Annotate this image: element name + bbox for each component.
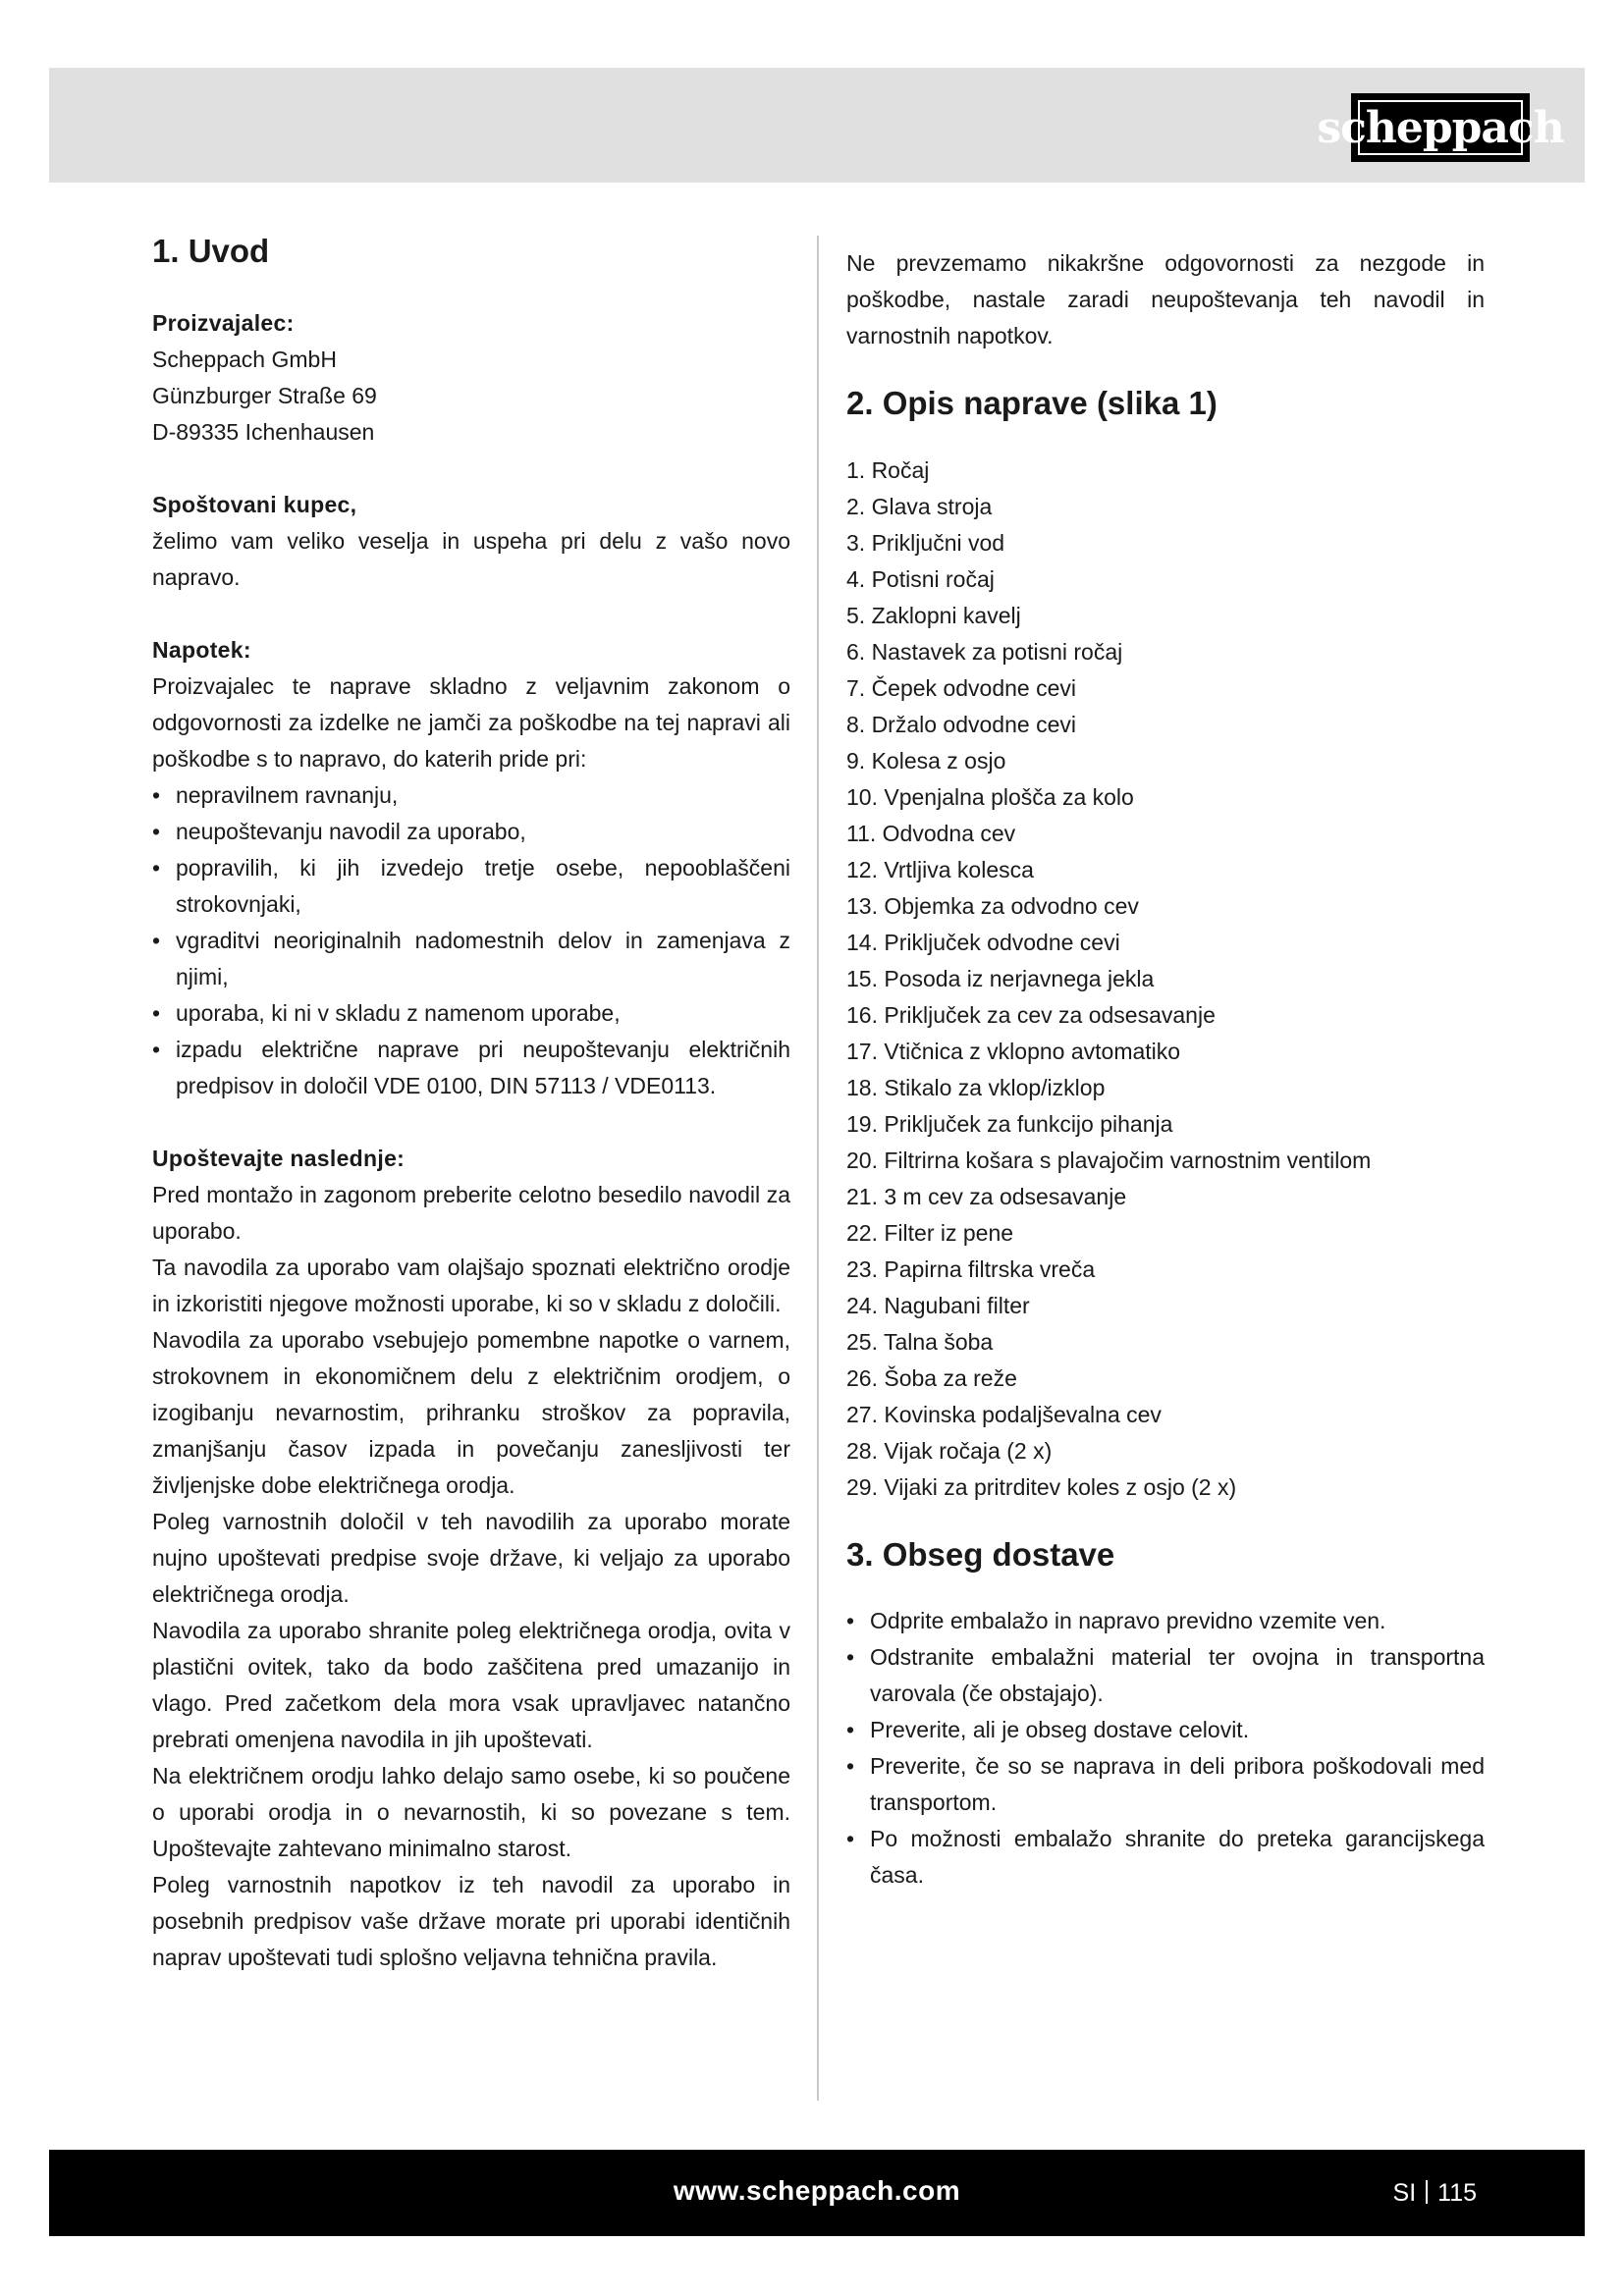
- list-item: 17. Vtičnica z vklopno avtomatiko: [846, 1038, 1181, 1064]
- section-title-intro: 1. Uvod: [152, 233, 270, 269]
- list-item: 13. Objemka za odvodno cev: [846, 892, 1139, 919]
- list-item: 15. Posoda iz nerjavnega jekla: [846, 965, 1155, 991]
- note-bullet-list: [152, 777, 790, 1104]
- customer-heading: Spoštovani kupec,: [152, 491, 357, 517]
- note-text: Proizvajalec te naprave skladno z veljavnim zakonom o odgovornosti za izdelke ne jamči za poškodbe na tej napravi ali poškodbe s to napravo, do katerih pride pri:: [152, 672, 790, 772]
- list-item: 1. Ročaj: [846, 456, 930, 483]
- parts-list: [846, 453, 1485, 1506]
- paragraph: Pred montažo in zagonom preberite celotno besedilo navodil za uporabo.: [152, 1181, 790, 1244]
- list-item: 29. Vijaki za pritrditev koles z osjo (2 x): [846, 1473, 1237, 1500]
- paragraph: Na električnem orodju lahko delajo samo osebe, ki so poučene o uporabi orodja in o nevarnostih, ki so povezane s tem. Upoštevajte zahtevano minimalno starost.: [152, 1762, 790, 1861]
- separator: [1426, 2180, 1428, 2204]
- right-column: [846, 245, 1485, 1894]
- list-item: 28. Vijak ročaja (2 x): [846, 1437, 1053, 1464]
- section-title-description: 2. Opis naprave (slika 1): [846, 385, 1218, 421]
- liability-text: Ne prevzemamo nikakršne odgovornosti za nezgode in poškodbe, nastale zaradi neupoštevanja teh navodil in varnostnih napotkov.: [846, 250, 1485, 348]
- list-item: 8. Držalo odvodne cevi: [846, 711, 1076, 737]
- paragraph: Navodila za uporabo shranite poleg električnega orodja, ovita v plastični ovitek, tako da bodo zaščitena pred umazanijo in vlago. Pred začetkom dela mora vsak upravljavec natančno prebrati omenjena navodila in jih upoštevati.: [152, 1617, 790, 1752]
- section-title-delivery: 3. Obseg dostave: [846, 1535, 1115, 1573]
- list-item: 16. Priključek za cev za odsesavanje: [846, 1001, 1216, 1028]
- manufacturer-line: Scheppach GmbH: [152, 346, 337, 372]
- manufacturer-line: D-89335 Ichenhausen: [152, 418, 375, 445]
- list-item: 23. Papirna filtrska vreča: [846, 1255, 1096, 1282]
- column-divider: [817, 236, 819, 2101]
- list-item: 20. Filtrirna košara s plavajočim varnostnim ventilom: [846, 1147, 1372, 1173]
- list-item: • popravilih, ki jih izvedejo tretje osebe, nepooblaščeni strokovnjaki,: [152, 850, 790, 923]
- list-item: • vgraditvi neoriginalnih nadomestnih delov in zamenjava z njimi,: [152, 923, 790, 995]
- paragraph: Poleg varnostnih določil v teh navodilih za uporabo morate nujno upoštevati predpise svoje države, ki veljajo za uporabo električnega orodja.: [152, 1508, 790, 1607]
- list-item: 4. Potisni ročaj: [846, 565, 995, 592]
- list-item: 22. Filter iz pene: [846, 1219, 1014, 1246]
- manufacturer-line: Günzburger Straße 69: [152, 382, 377, 408]
- page-number: [1393, 2179, 1477, 2208]
- scheppach-logo: scheppach: [1351, 93, 1530, 162]
- observe-heading: Upoštevajte naslednje:: [152, 1145, 406, 1171]
- list-item: 3. Priključni vod: [846, 529, 1005, 556]
- paragraph: Ta navodila za uporabo vam olajšajo spoznati električno orodje in izkoristiti njegove možnosti uporabe, ki so v skladu z določili.: [152, 1254, 790, 1316]
- delivery-bullet-list: [846, 1603, 1485, 1894]
- list-item: • Odprite embalažo in napravo previdno vzemite ven.: [846, 1603, 1485, 1639]
- list-item: 26. Šoba za reže: [846, 1364, 1017, 1391]
- list-item: 7. Čepek odvodne cevi: [846, 674, 1076, 701]
- note-heading: Napotek:: [152, 636, 251, 663]
- website-link[interactable]: www.scheppach.com: [673, 2175, 961, 2206]
- list-item: • nepravilnem ravnanju,: [152, 777, 790, 814]
- list-item: 2. Glava stroja: [846, 493, 993, 519]
- list-item: 24. Nagubani filter: [846, 1292, 1030, 1318]
- list-item: 10. Vpenjalna plošča za kolo: [846, 783, 1134, 810]
- list-item: • Preverite, ali je obseg dostave celovit.: [846, 1712, 1485, 1748]
- paragraph: Poleg varnostnih napotkov iz teh navodil za uporabo in posebnih predpisov vaše države morate pri uporabi identičnih naprav upoštevati tudi splošno veljavna tehnična pravila.: [152, 1871, 790, 1970]
- list-item: 27. Kovinska podaljševalna cev: [846, 1401, 1162, 1427]
- list-item: • izpadu električne naprave pri neupoštevanju električnih predpisov in določil VDE 0100, DIN 57113 / VDE0113.: [152, 1032, 790, 1104]
- list-item: • Po možnosti embalažo shranite do preteka garancijskega časa.: [846, 1821, 1485, 1894]
- customer-text: želimo vam veliko veselja in uspeha pri delu z vašo novo napravo.: [152, 527, 790, 590]
- list-item: 6. Nastavek za potisni ročaj: [846, 638, 1123, 665]
- list-item: 21. 3 m cev za odsesavanje: [846, 1183, 1127, 1209]
- list-item: 25. Talna šoba: [846, 1328, 994, 1355]
- left-column: [152, 232, 790, 1976]
- footer-band: [49, 2150, 1585, 2236]
- page-number-value: 115: [1437, 2179, 1477, 2207]
- list-item: • Odstranite embalažni material ter ovojna in transportna varovala (če obstajajo).: [846, 1639, 1485, 1712]
- list-item: • neupoštevanju navodil za uporabo,: [152, 814, 790, 850]
- list-item: 11. Odvodna cev: [846, 820, 1016, 846]
- list-item: • uporaba, ki ni v skladu z namenom uporabe,: [152, 995, 790, 1032]
- list-item: 5. Zaklopni kavelj: [846, 602, 1021, 628]
- manufacturer-heading: Proizvajalec:: [152, 309, 295, 336]
- list-item: 19. Priključek za funkcijo pihanja: [846, 1110, 1173, 1137]
- header-band: [49, 68, 1585, 183]
- list-item: 18. Stikalo za vklop/izklop: [846, 1074, 1106, 1100]
- paragraph: Navodila za uporabo vsebujejo pomembne napotke o varnem, strokovnem in ekonomičnem delu z električnim orodjem, o izogibanju nevarnostim, prihranku stroškov za popravila, zmanjšanju časov izpada in povečanju zanesljivosti ter življenjske dobe električnega orodja.: [152, 1326, 790, 1498]
- list-item: 14. Priključek odvodne cevi: [846, 929, 1120, 955]
- list-item: • Preverite, če so se naprava in deli pribora poškodovali med transportom.: [846, 1748, 1485, 1821]
- list-item: 9. Kolesa z osjo: [846, 747, 1006, 774]
- list-item: 12. Vrtljiva kolesca: [846, 856, 1034, 882]
- language-code: SI: [1392, 2179, 1417, 2207]
